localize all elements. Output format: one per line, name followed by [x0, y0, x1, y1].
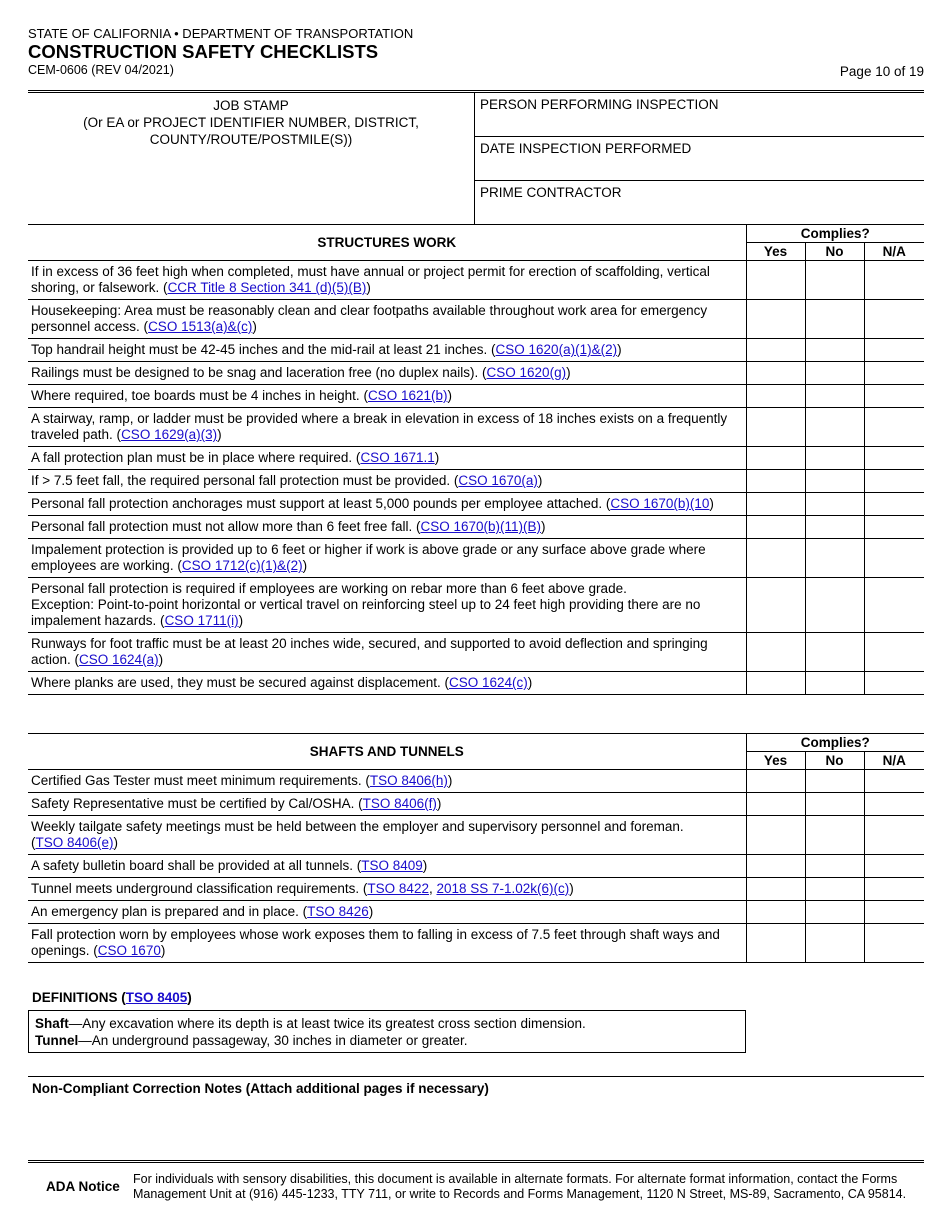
correction-notes-area[interactable] [28, 1076, 924, 1100]
checklist-row [28, 516, 924, 539]
job-stamp-block [28, 90, 924, 224]
regulation-link[interactable]: TSO 8426 [307, 904, 369, 919]
na-checkbox-cell[interactable] [864, 672, 924, 695]
yes-checkbox-cell[interactable] [746, 470, 805, 493]
checklist-question: Safety Representative must be certified by Cal/OSHA. (TSO 8406(f)) [28, 793, 746, 816]
na-checkbox-cell[interactable] [864, 261, 924, 300]
definition-tunnel: Tunnel—An underground passageway, 30 inches in diameter or greater. [35, 1033, 468, 1048]
na-checkbox-cell[interactable] [864, 578, 924, 633]
definitions-title: DEFINITIONS (TSO 8405) [32, 990, 192, 1005]
no-checkbox-cell[interactable] [805, 408, 864, 447]
no-checkbox-cell[interactable] [805, 493, 864, 516]
checklist-question: Personal fall protection is required if employees are working on rebar more than 6 feet above grade. Exception: Point-to-point horizontal or vertical travel on reinforcing steel up to 24 feet high providing there are no impalement hazards. (CSO 1711(i)) [28, 578, 746, 633]
na-checkbox-cell[interactable] [864, 770, 924, 793]
na-checkbox-cell[interactable] [864, 385, 924, 408]
yes-checkbox-cell[interactable] [746, 300, 805, 339]
definition-shaft: Shaft—Any excavation where its depth is at least twice its greatest cross section dimension. [35, 1016, 586, 1031]
no-checkbox-cell[interactable] [805, 633, 864, 672]
yes-checkbox-cell[interactable] [746, 878, 805, 901]
checklist-question: Weekly tailgate safety meetings must be held between the employer and supervisory personnel and foreman. (TSO 8406(e)) [28, 816, 746, 855]
checklist-row [28, 633, 924, 672]
na-checkbox-cell[interactable] [864, 408, 924, 447]
regulation-link[interactable]: CSO 1711(i) [164, 613, 239, 628]
regulation-link[interactable]: TSO 8406(h) [369, 773, 448, 788]
regulation-link[interactable]: CSO 1513(a)&(c) [148, 319, 253, 334]
yes-checkbox-cell[interactable] [746, 901, 805, 924]
no-checkbox-cell[interactable] [805, 539, 864, 578]
na-checkbox-cell[interactable] [864, 447, 924, 470]
yes-checkbox-cell[interactable] [746, 408, 805, 447]
complies-header: Complies? [746, 225, 924, 243]
yes-checkbox-cell[interactable] [746, 770, 805, 793]
regulation-link[interactable]: CSO 1624(c) [448, 675, 528, 690]
job-stamp-sub1: (Or EA or PROJECT IDENTIFIER NUMBER, DISTRICT, [83, 115, 419, 130]
no-header: No [805, 752, 864, 770]
checklist-row [28, 362, 924, 385]
checklist-question: If > 7.5 feet fall, the required personal fall protection must be provided. (CSO 1670(a)) [28, 470, 746, 493]
na-checkbox-cell[interactable] [864, 493, 924, 516]
regulation-link[interactable]: CSO 1712(c)(1)&(2) [181, 558, 303, 573]
checklist-question: Certified Gas Tester must meet minimum requirements. (TSO 8406(h)) [28, 770, 746, 793]
regulation-link[interactable]: CSO 1670(b)(11)(B) [420, 519, 541, 534]
yes-checkbox-cell[interactable] [746, 855, 805, 878]
na-header: N/A [864, 243, 924, 261]
regulation-link[interactable]: TSO 8406(f) [362, 796, 437, 811]
na-checkbox-cell[interactable] [864, 516, 924, 539]
no-checkbox-cell[interactable] [805, 578, 864, 633]
regulation-link[interactable]: CSO 1621(b) [367, 388, 448, 403]
correction-notes-label: Non-Compliant Correction Notes (Attach additional pages if necessary) [32, 1081, 489, 1096]
na-checkbox-cell[interactable] [864, 362, 924, 385]
shafts-and-tunnels-table [28, 733, 924, 963]
regulation-link[interactable]: TSO 8422 [367, 881, 429, 896]
checklist-question: Fall protection worn by employees whose work exposes them to falling in excess of 7.5 feet through shaft ways and openings. (CSO 1670) [28, 924, 746, 963]
checklist-question: A safety bulletin board shall be provided at all tunnels. (TSO 8409) [28, 855, 746, 878]
no-checkbox-cell[interactable] [805, 385, 864, 408]
na-checkbox-cell[interactable] [864, 793, 924, 816]
checklist-question: Where planks are used, they must be secured against displacement. (CSO 1624(c)) [28, 672, 746, 695]
no-checkbox-cell[interactable] [805, 855, 864, 878]
no-checkbox-cell[interactable] [805, 901, 864, 924]
no-checkbox-cell[interactable] [805, 339, 864, 362]
yes-checkbox-cell[interactable] [746, 385, 805, 408]
job-stamp-label: JOB STAMP [213, 98, 289, 113]
checklist-row [28, 470, 924, 493]
yes-checkbox-cell[interactable] [746, 924, 805, 963]
yes-header: Yes [746, 752, 805, 770]
checklist-question: Impalement protection is provided up to 6 feet or higher if work is above grade or any surface above grade where employees are working. (CSO 1712(c)(1)&(2)) [28, 539, 746, 578]
regulation-link[interactable]: CSO 1670 [97, 943, 161, 958]
regulation-link[interactable]: TSO 8406(e) [35, 835, 114, 850]
person-performing-inspection-field[interactable]: PERSON PERFORMING INSPECTION [475, 93, 924, 137]
yes-checkbox-cell[interactable] [746, 447, 805, 470]
yes-header: Yes [746, 243, 805, 261]
date-inspection-performed-field[interactable]: DATE INSPECTION PERFORMED [475, 137, 924, 181]
checklist-question: A fall protection plan must be in place where required. (CSO 1671.1) [28, 447, 746, 470]
structures-work-table [28, 224, 924, 695]
yes-checkbox-cell[interactable] [746, 516, 805, 539]
yes-checkbox-cell[interactable] [746, 793, 805, 816]
checklist-row [28, 901, 924, 924]
yes-checkbox-cell[interactable] [746, 578, 805, 633]
checklist-question: Housekeeping: Area must be reasonably clean and clear footpaths available throughout work area for emergency personnel access. (CSO 1513(a)&(c)) [28, 300, 746, 339]
regulation-link[interactable]: CSO 1670(b)(10 [610, 496, 710, 511]
checklist-question: Tunnel meets underground classification requirements. (TSO 8422, 2018 SS 7-1.02k(6)(c)) [28, 878, 746, 901]
yes-checkbox-cell[interactable] [746, 633, 805, 672]
regulation-link[interactable]: 2018 SS 7-1.02k(6)(c) [436, 881, 570, 896]
prime-contractor-field[interactable]: PRIME CONTRACTOR [480, 185, 622, 200]
complies-header: Complies? [746, 734, 924, 752]
checklist-question: Top handrail height must be 42-45 inches and the mid-rail at least 21 inches. (CSO 1620(a)(1)&(2)) [28, 339, 746, 362]
checklist-row [28, 855, 924, 878]
regulation-link[interactable]: CSO 1620(a)(1)&(2) [495, 342, 618, 357]
na-checkbox-cell[interactable] [864, 924, 924, 963]
na-checkbox-cell[interactable] [864, 855, 924, 878]
no-checkbox-cell[interactable] [805, 362, 864, 385]
checklist-question: An emergency plan is prepared and in place. (TSO 8426) [28, 901, 746, 924]
checklist-row [28, 578, 924, 633]
no-checkbox-cell[interactable] [805, 770, 864, 793]
yes-checkbox-cell[interactable] [746, 816, 805, 855]
checklist-question: Runways for foot traffic must be at least 20 inches wide, secured, and supported to avoid deflection and springing action. (CSO 1624(a)) [28, 633, 746, 672]
checklist-question: Where required, toe boards must be 4 inches in height. (CSO 1621(b)) [28, 385, 746, 408]
checklist-row [28, 878, 924, 901]
na-checkbox-cell[interactable] [864, 878, 924, 901]
checklist-row [28, 408, 924, 447]
checklist-row [28, 816, 924, 855]
no-checkbox-cell[interactable] [805, 470, 864, 493]
no-checkbox-cell[interactable] [805, 261, 864, 300]
no-checkbox-cell[interactable] [805, 447, 864, 470]
form-title: CONSTRUCTION SAFETY CHECKLISTS [28, 41, 379, 62]
inspection-fields [475, 93, 924, 224]
checklist-row [28, 261, 924, 300]
no-header: No [805, 243, 864, 261]
ada-notice-text: For individuals with sensory disabilities, this document is available in alternate formats. For alternate format information, contact the Forms Management Unit at (916) 445-1233, TTY 711, or write to Records and Forms Management, 1120 N Street, MS-89, Sacramento, CA 95814. [133, 1172, 907, 1201]
yes-checkbox-cell[interactable] [746, 362, 805, 385]
yes-checkbox-cell[interactable] [746, 493, 805, 516]
checklist-row [28, 339, 924, 362]
na-checkbox-cell[interactable] [864, 539, 924, 578]
yes-checkbox-cell[interactable] [746, 261, 805, 300]
na-header: N/A [864, 752, 924, 770]
no-checkbox-cell[interactable] [805, 816, 864, 855]
checklist-question: Personal fall protection must not allow more than 6 feet free fall. (CSO 1670(b)(11)(B)) [28, 516, 746, 539]
na-checkbox-cell[interactable] [864, 339, 924, 362]
yes-checkbox-cell[interactable] [746, 539, 805, 578]
regulation-link[interactable]: TSO 8409 [361, 858, 423, 873]
regulation-link[interactable]: CCR Title 8 Section 341 (d)(5)(B) [167, 280, 367, 295]
na-checkbox-cell[interactable] [864, 816, 924, 855]
no-checkbox-cell[interactable] [805, 924, 864, 963]
definitions-box [28, 1010, 746, 1053]
definitions-reference-link[interactable]: TSO 8405 [125, 990, 188, 1005]
checklist-row [28, 300, 924, 339]
checklist-row [28, 385, 924, 408]
form-header [28, 26, 924, 78]
yes-checkbox-cell[interactable] [746, 339, 805, 362]
na-checkbox-cell[interactable] [864, 470, 924, 493]
checklist-row [28, 770, 924, 793]
checklist-row [28, 672, 924, 695]
ada-notice-label: ADA Notice [46, 1179, 120, 1194]
no-checkbox-cell[interactable] [805, 878, 864, 901]
regulation-link[interactable]: CSO 1624(a) [79, 652, 159, 667]
page-number: Page 10 of 19 [839, 64, 924, 79]
regulation-link[interactable]: CSO 1670(a) [458, 473, 538, 488]
section-title: SHAFTS AND TUNNELS [28, 734, 746, 770]
job-stamp-area[interactable] [28, 93, 475, 224]
form-number: CEM-0606 (REV 04/2021) [28, 63, 174, 77]
checklist-question: Personal fall protection anchorages must support at least 5,000 pounds per employee attached. (CSO 1670(b)(10) [28, 493, 746, 516]
no-checkbox-cell[interactable] [805, 300, 864, 339]
regulation-link[interactable]: CSO 1620(g) [486, 365, 567, 380]
regulation-link[interactable]: CSO 1629(a)(3) [121, 427, 218, 442]
section-title: STRUCTURES WORK [28, 225, 746, 261]
no-checkbox-cell[interactable] [805, 516, 864, 539]
na-checkbox-cell[interactable] [864, 901, 924, 924]
job-stamp-sub2: COUNTY/ROUTE/POSTMILE(S)) [149, 132, 353, 147]
checklist-question: Railings must be designed to be snag and laceration free (no duplex nails). (CSO 1620(g)) [28, 362, 746, 385]
checklist-row [28, 924, 924, 963]
checklist-row [28, 539, 924, 578]
checklist-question: A stairway, ramp, or ladder must be provided where a break in elevation in excess of 18 inches exists on a frequently traveled path. (CSO 1629(a)(3)) [28, 408, 746, 447]
no-checkbox-cell[interactable] [805, 672, 864, 695]
checklist-question: If in excess of 36 feet high when completed, must have annual or project permit for erection of scaffolding, vertical shoring, or falsework. (CCR Title 8 Section 341 (d)(5)(B)) [28, 261, 746, 300]
agency-line: STATE OF CALIFORNIA • DEPARTMENT OF TRANSPORTATION [28, 26, 414, 41]
checklist-row [28, 493, 924, 516]
na-checkbox-cell[interactable] [864, 300, 924, 339]
regulation-link[interactable]: CSO 1671.1 [360, 450, 435, 465]
ada-notice [28, 1160, 924, 1204]
no-checkbox-cell[interactable] [805, 793, 864, 816]
na-checkbox-cell[interactable] [864, 633, 924, 672]
yes-checkbox-cell[interactable] [746, 672, 805, 695]
checklist-row [28, 793, 924, 816]
checklist-row [28, 447, 924, 470]
